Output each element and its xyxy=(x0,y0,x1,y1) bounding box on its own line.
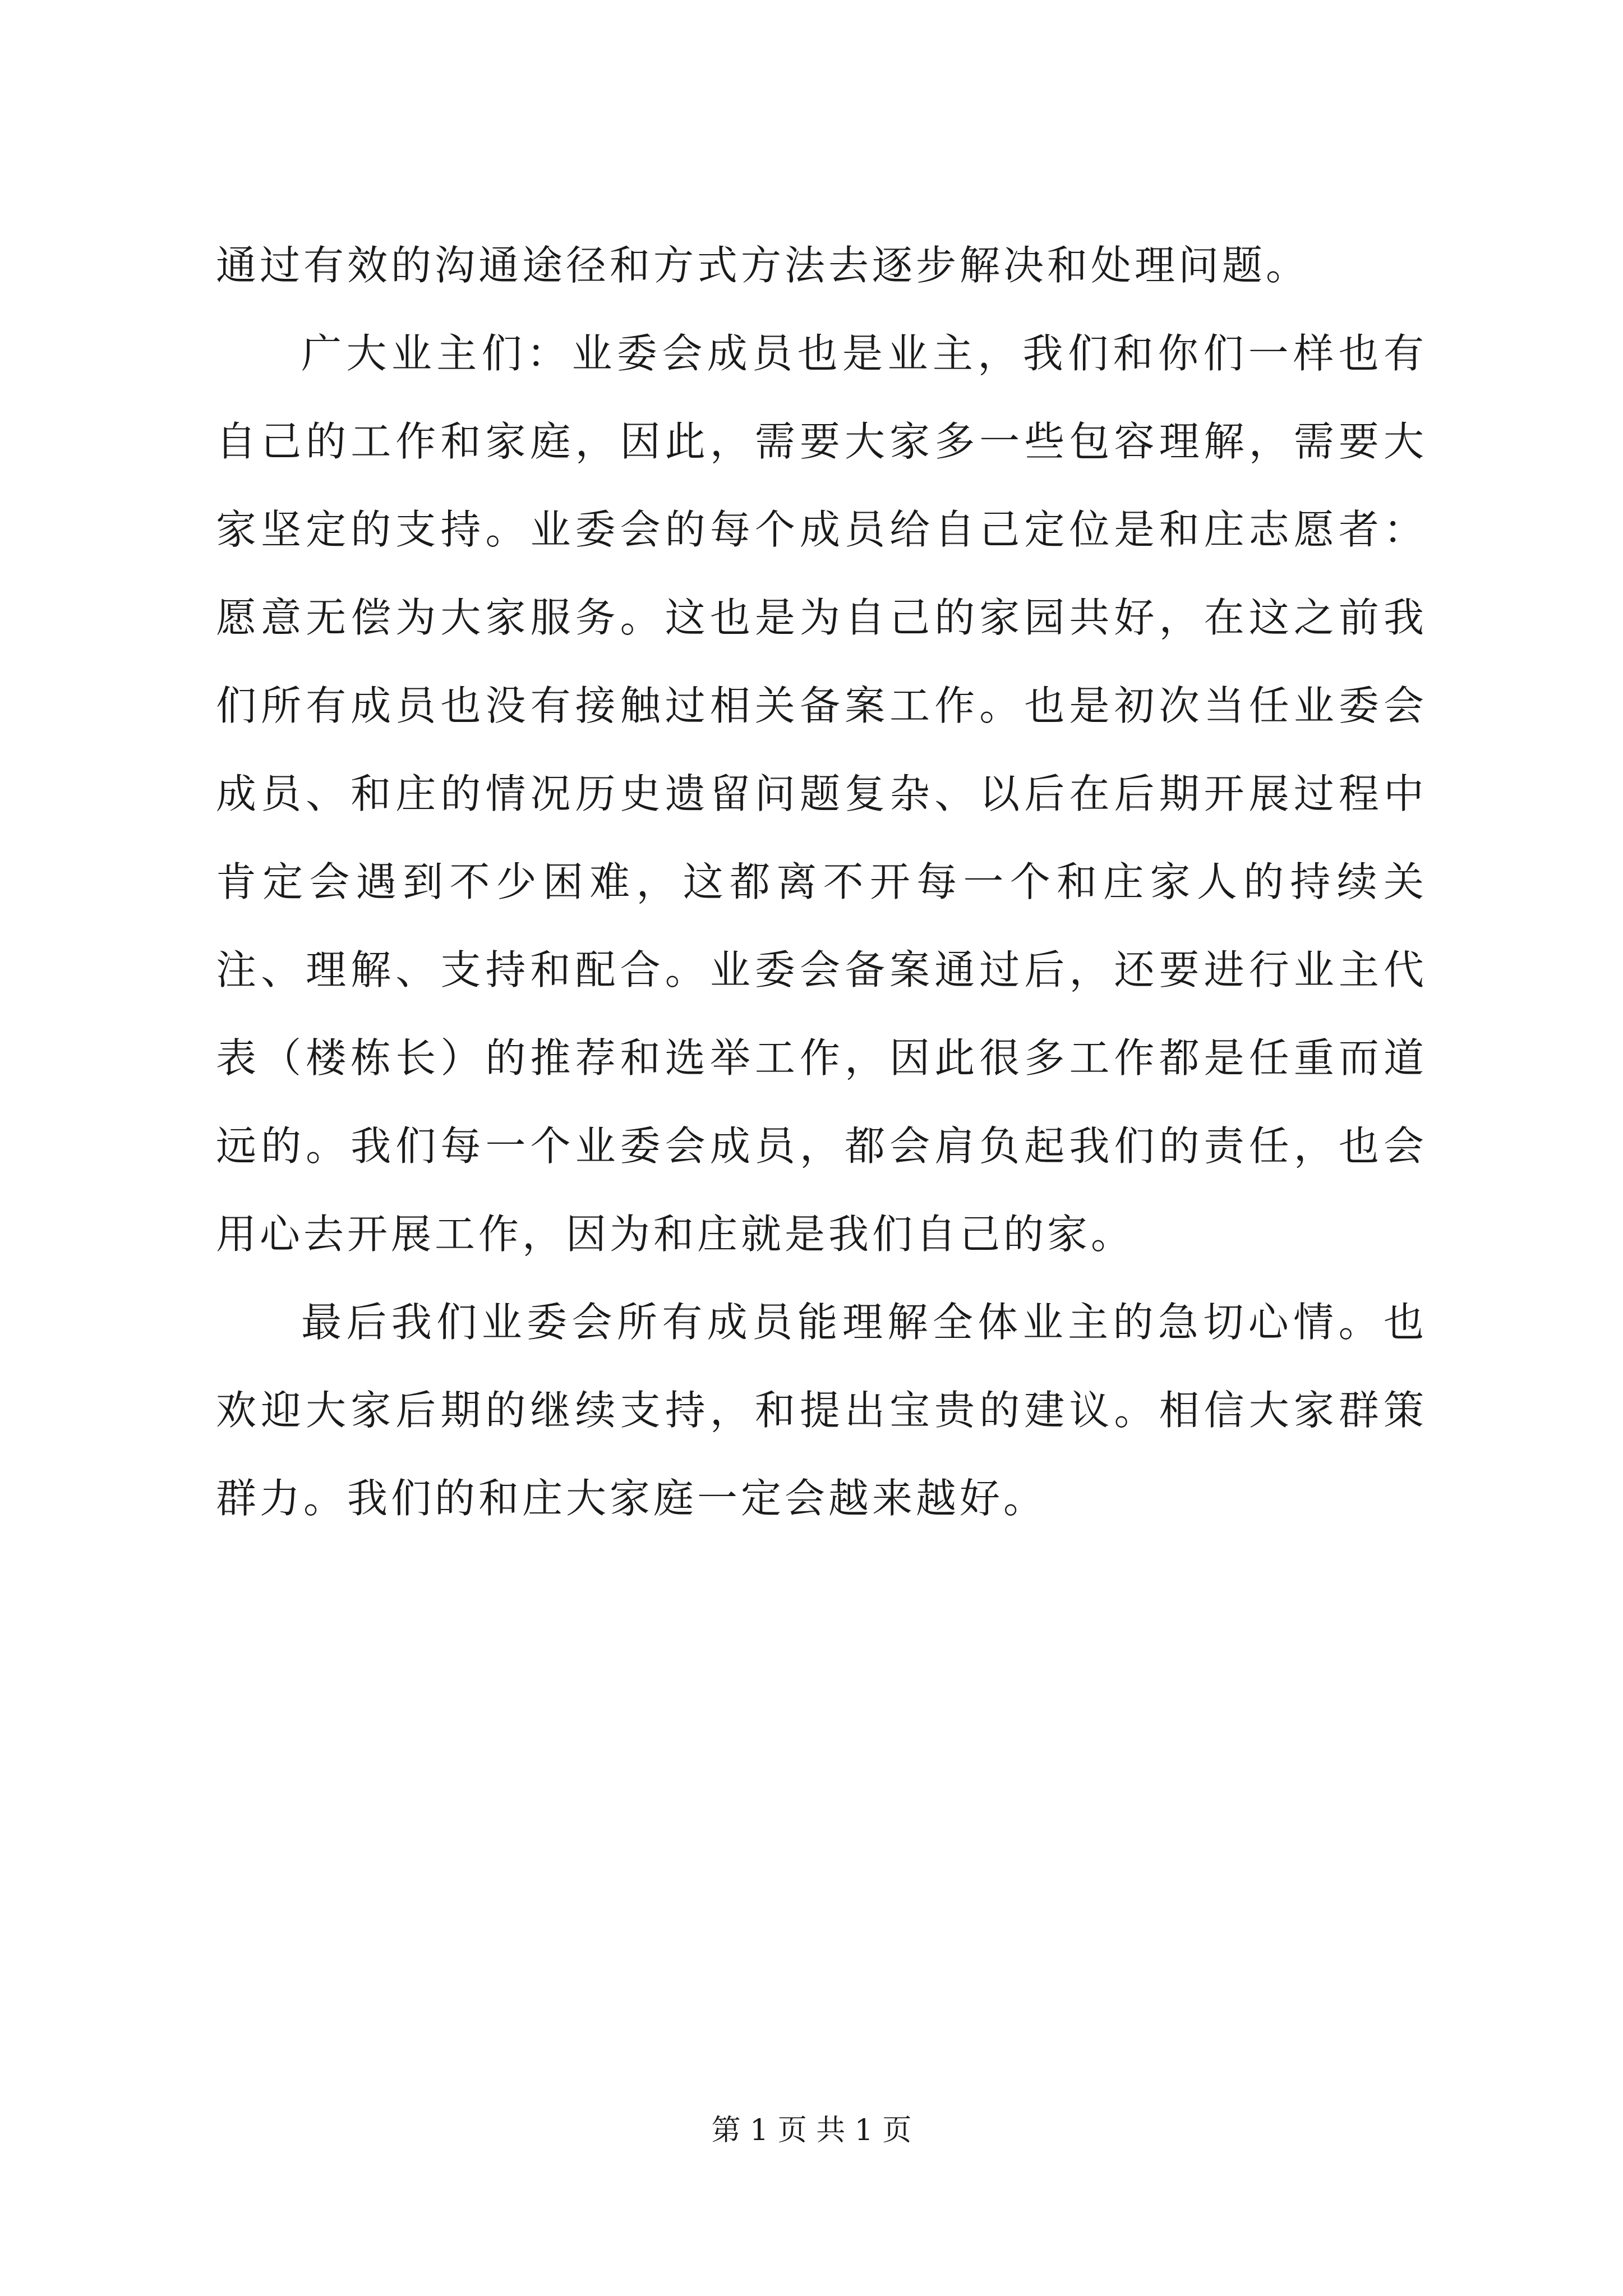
paragraph-2: 广大业主们：业委会成员也是业主，我们和你们一样也有自己的工作和家庭，因此，需要大家多一些包容理解，需要大家坚定的支持。业委会的每个成员给自己定位是和庄志愿者：愿意无偿为大家服务。这也是为自己的家园共好，在这之前我们所有成员也没有接触过相关备案工作。也是初次当任业委会成员、和庄的情况历史遗留问题复杂、以后在后期开展过程中肯定会遇到不少困难，这都离不开每一个和庄家人的持续关注、理解、支持和配合。业委会备案通过后，还要进行业主代表（楼栋长）的推荐和选举工作，因此很多工作都是任重而道远的。我们每一个业委会成员，都会肩负起我们的责任，也会用心去开展工作，因为和庄就是我们自己的家。 xyxy=(216,330,1427,1258)
paragraph-3: 最后我们业委会所有成员能理解全体业主的急切心情。也欢迎大家后期的继续支持，和提出宝贵的建议。相信大家群策群力。我们的和庄大家庭一定会越来越好。 xyxy=(216,1299,1427,1522)
document-body xyxy=(216,222,1427,1543)
paragraph-1: 通过有效的沟通途径和方式方法去逐步解决和处理问题。 xyxy=(216,242,1310,289)
page-footer: 第 1 页 共 1 页 xyxy=(711,2114,912,2147)
